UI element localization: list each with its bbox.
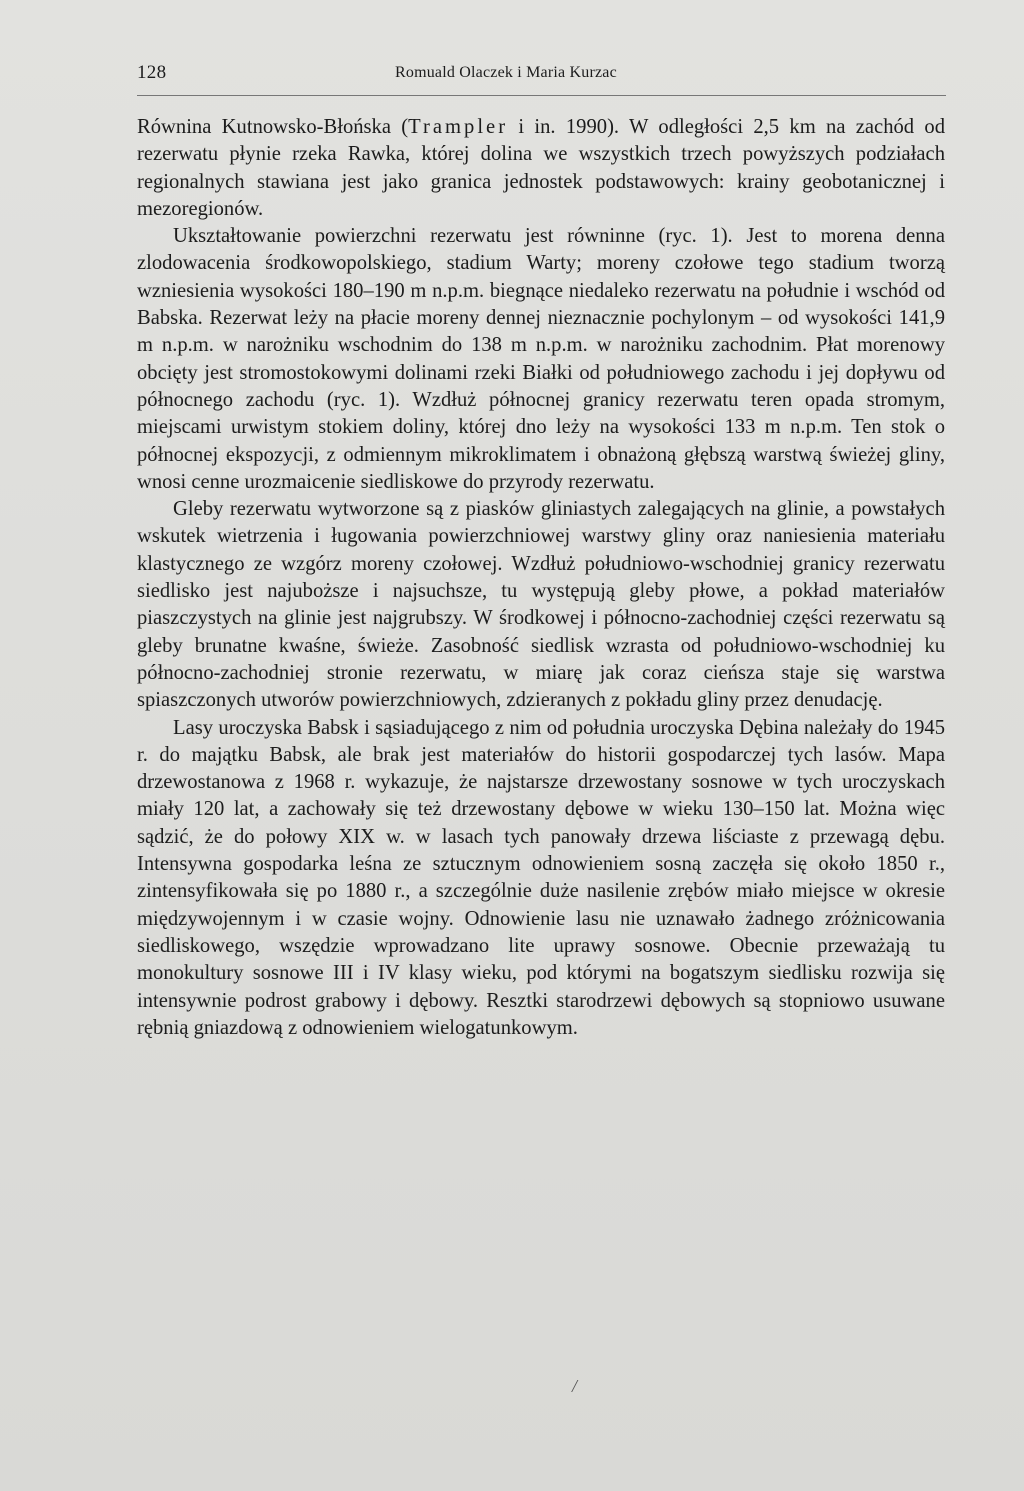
paragraph-2: Ukształtowanie powierzchni rezerwatu jest równinne (ryc. 1). Jest to morena denna zlodowacenia środkowopolskiego, stadium Warty; moreny czołowe tego stadium tworzą wzniesienia wysokości 180–190 m n.p.m. biegnące niedaleko rezerwatu na południe i wschód od Babska. Rezerwat leży na płacie moreny dennej nieznacznie pochylonym – od wysokości 141,9 m n.p.m. w narożniku wschodnim do 138 m n.p.m. w narożniku zachodnim. Płat morenowy obcięty jest stromostokowymi dolinami rzeki Białki od południowego zachodu i jej dopływu od północnego zachodu (ryc. 1). Wzdłuż północnej granicy rezerwatu teren opada stromym, miejscami urwistym stokiem doliny, której dno leży na wysokości 133 m n.p.m. Ten stok o północnej ekspozycji, z odmiennym mikroklimatem i obnażoną głębszą warstwą świeżej gliny, wnosi cenne urozmaicenie siedliskowe do przyrody rezerwatu. [137, 225, 945, 493]
paragraph-1 [137, 114, 945, 223]
running-title: Romuald Olaczek i Maria Kurzac [395, 64, 617, 81]
page-number: 128 [137, 62, 167, 83]
paragraph-1-before: Równina Kutnowsko-Błońska ( [137, 116, 409, 138]
paragraph-1-after: i in. 1990). W odległości 2,5 km na zachód od rezerwatu płynie rzeka Rawka, której dolina we wszystkich trzech powyższych podziałach regionalnych stawiana jest jako granica jednostek podstawowych: krainy geobotanicznej i mezoregionów. [137, 116, 945, 220]
paragraph-4: Lasy uroczyska Babsk i sąsiadującego z nim od południa uroczyska Dębina należały do 1945 r. do majątku Babsk, ale brak jest materiałów do historii gospodarczej tych lasów. Mapa drzewostanowa z 1968 r. wykazuje, że najstarsze drzewostany sosnowe w tych uroczyskach miały 120 lat, a zachowały się też drzewostany dębowe w wieku 130–150 lat. Można więc sądzić, że do połowy XIX w. w lasach tych panowały drzewa liściaste z przewagą dębu. Intensywna gospodarka leśna ze sztucznym odnowieniem sosną zaczęła się około 1850 r., zintensyfikowała się po 1880 r., a szczególnie duże nasilenie zrębów miało miejsce w okresie międzywojennym i w czasie wojny. Odnowienie lasu nie uznawało żadnego zróżnicowania siedliskowego, wszędzie wprowadzano lite uprawy sosnowe. Obecnie przeważają tu monokultury sosnowe III i IV klasy wieku, pod którymi na bogatszym siedlisku rozwija się intensywnie podrost grabowy i dębowy. Resztki starodrzewi dębowych są stopniowo usuwane rębnią gniazdową z odnowieniem wielogatunkowym. [137, 716, 945, 1039]
header-rule [137, 95, 946, 96]
body-text [137, 114, 945, 1042]
citation-author: Trampler [408, 116, 509, 138]
page-header [137, 62, 946, 86]
stray-mark: / [572, 1376, 578, 1396]
paragraph-3: Gleby rezerwatu wytworzone są z piasków gliniastych zalegających na glinie, a powstałych wskutek wietrzenia i ługowania powierzchniowej warstwy gliny oraz naniesienia materiału klastycznego ze wzgórz moreny czołowej. Wzdłuż południowo-wschodniej granicy rezerwatu siedlisko jest najuboższe i najsuchsze, tu występują gleby płowe, a pokład materiałów piaszczystych na glinie jest najgrubszy. W środkowej i północno-zachodniej części rezerwatu są gleby brunatne kwaśne, świeże. Zasobność siedlisk wzrasta od południowo-wschodniej ku północno-zachodniej stronie rezerwatu, w miarę jak coraz cieńsza staje się warstwa spiaszczonych utworów powierzchniowych, zdzieranych z pokładu gliny przez denudację. [137, 498, 945, 712]
